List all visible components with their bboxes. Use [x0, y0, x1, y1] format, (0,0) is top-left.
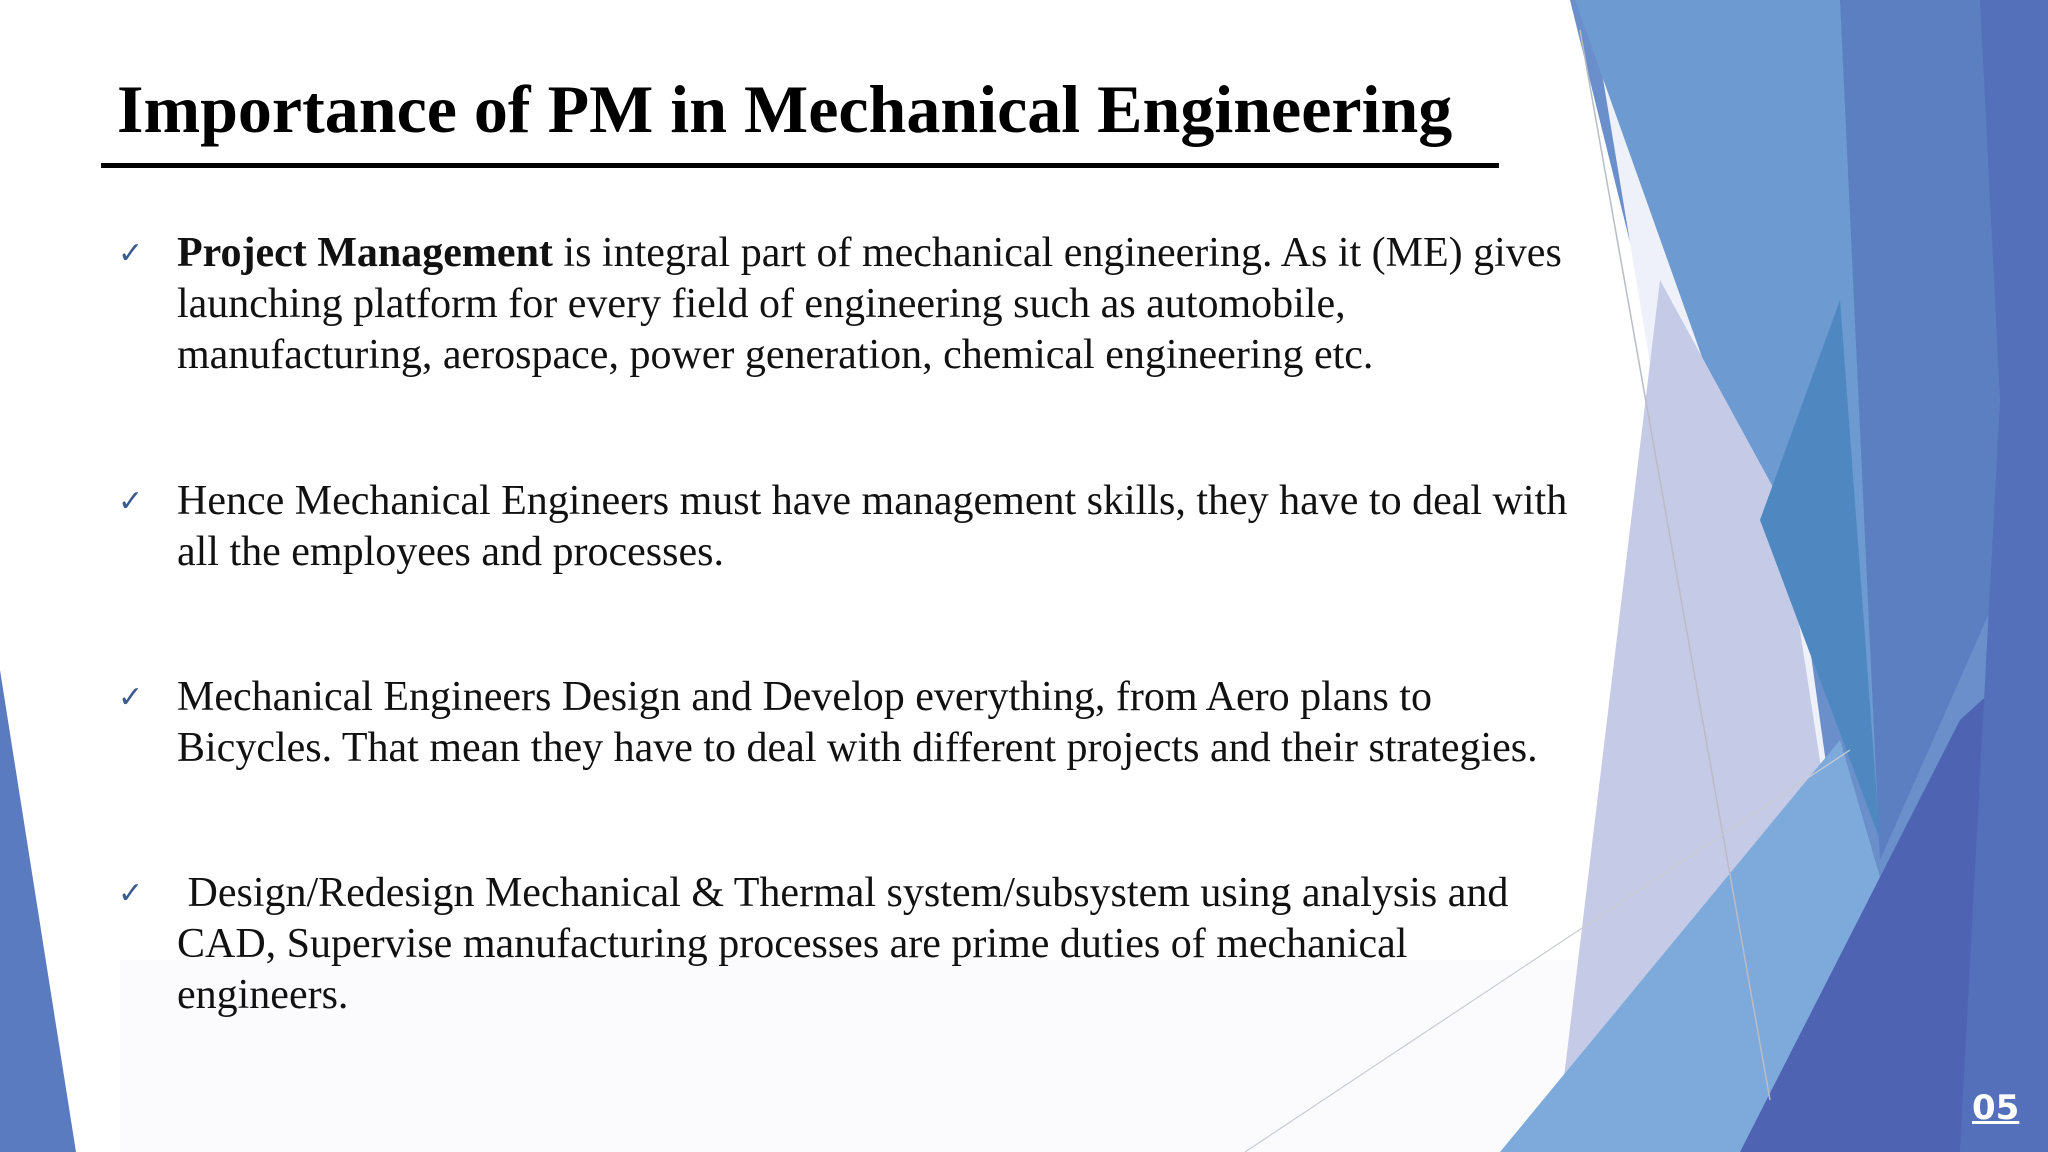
- bullet-line-rest: is integral part of mechanical engineering. As it (ME) gives: [552, 230, 1562, 276]
- left-blue-triangle: [0, 670, 76, 1152]
- bullet-bold-lead: Project Management: [177, 230, 553, 276]
- check-mark-icon: ✓: [118, 680, 144, 715]
- bullet-text: [177, 868, 1737, 1021]
- bullet-line: all the employees and processes.: [177, 529, 724, 575]
- bullet-line: Bicycles. That mean they have to deal with different projects and their strategies.: [177, 725, 1538, 771]
- title-underline: [101, 163, 1499, 168]
- bullet-line: Mechanical Engineers Design and Develop everything, from Aero plans to: [177, 674, 1432, 720]
- check-mark-icon: ✓: [118, 484, 144, 519]
- bullet-text: [177, 476, 1737, 578]
- bullet-text: [177, 672, 1737, 774]
- check-mark-icon: ✓: [118, 876, 144, 911]
- check-mark-icon: ✓: [118, 236, 144, 271]
- bullet-text: [177, 228, 1737, 381]
- bullet-line: launching platform for every field of engineering such as automobile,: [177, 281, 1346, 327]
- slide-title: Importance of PM in Mechanical Engineering: [117, 71, 1453, 147]
- bullet-line: CAD, Supervise manufacturing processes are prime duties of mechanical: [177, 921, 1408, 967]
- bullet-line: engineers.: [177, 972, 349, 1018]
- bullet-line: Design/Redesign Mechanical & Thermal system/subsystem using analysis and: [177, 870, 1509, 916]
- page-number: 05: [1972, 1088, 2020, 1128]
- bullet-line: Hence Mechanical Engineers must have management skills, they have to deal with: [177, 478, 1568, 524]
- bullet-line: manufacturing, aerospace, power generation, chemical engineering etc.: [177, 332, 1374, 378]
